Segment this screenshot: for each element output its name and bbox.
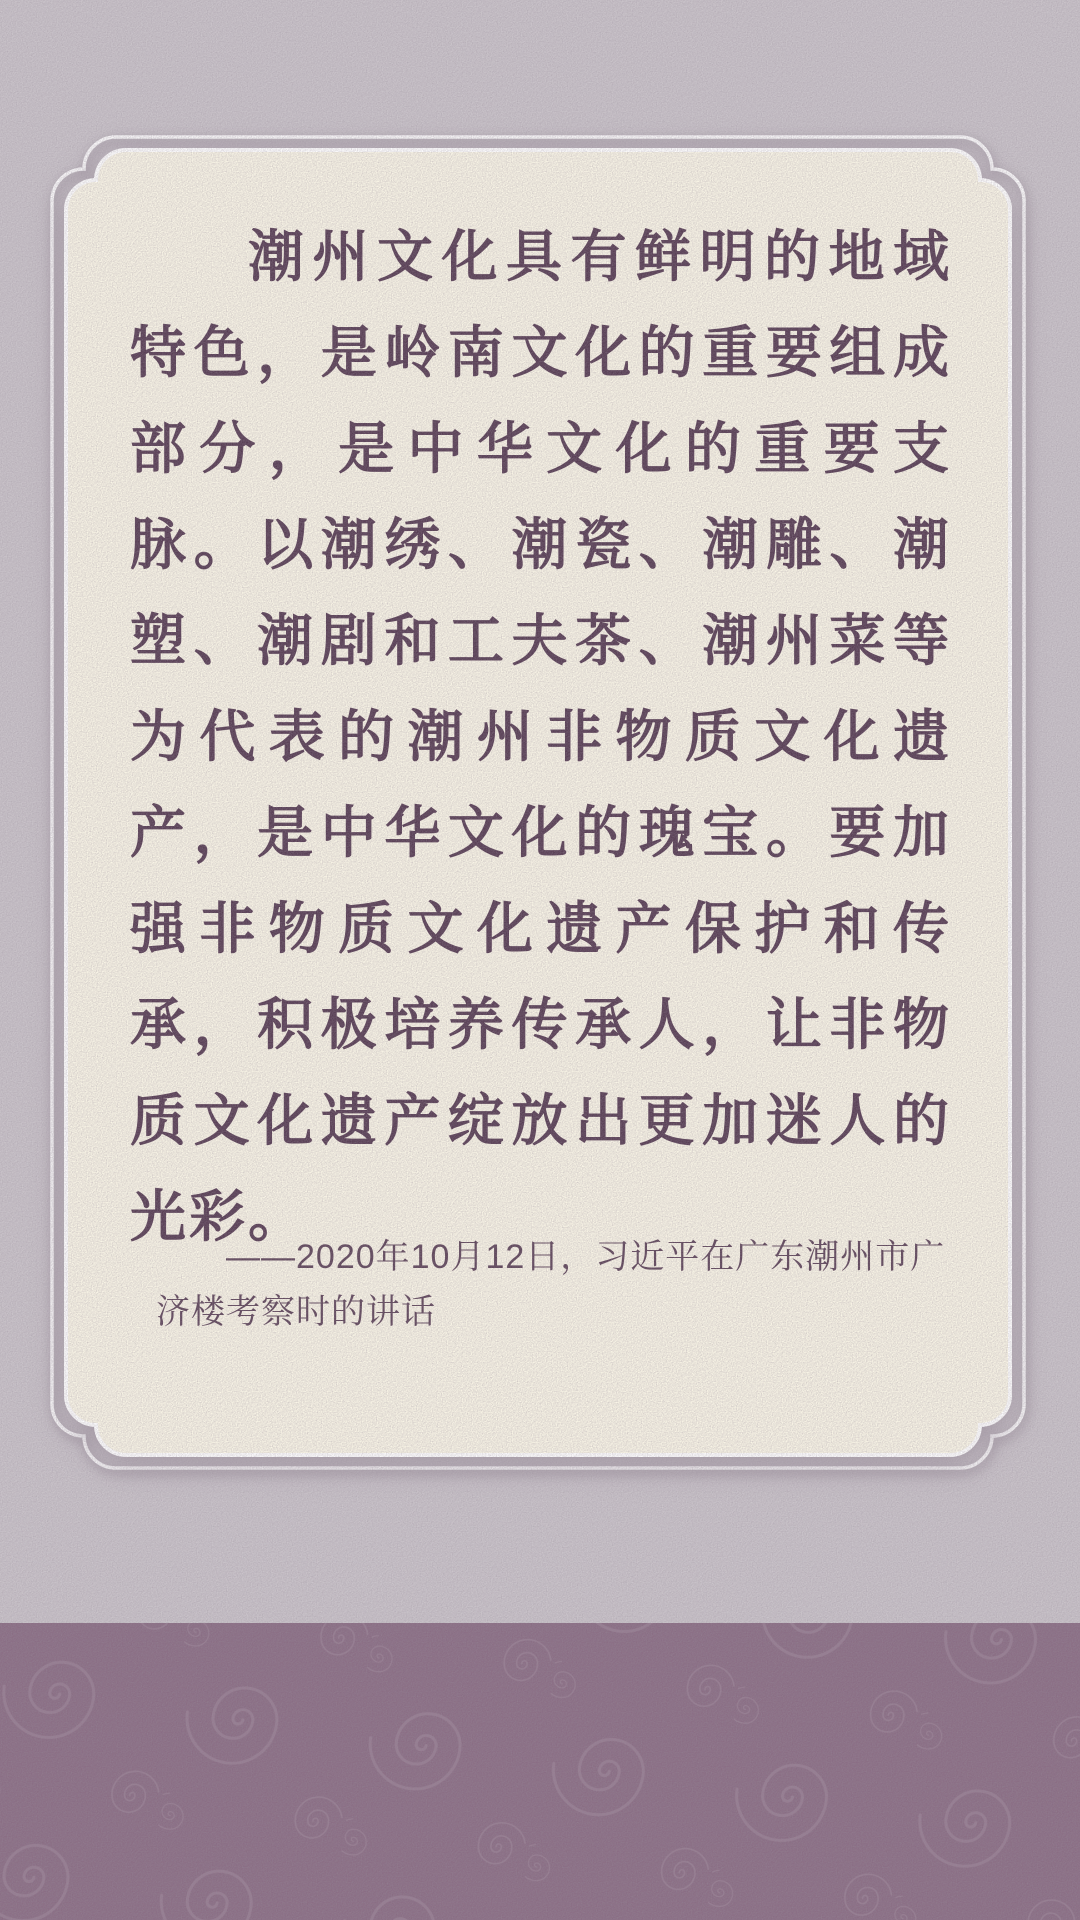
quote-attribution: ——2020年10月12日，习近平在广东潮州市广济楼考察时的讲话 [156, 1238, 946, 1331]
footer-banner [0, 1623, 1080, 1920]
cloud-swirl-pattern [0, 1623, 1080, 1920]
quote-text: 潮州文化具有鲜明的地域特色，是岭南文化的重要组成部分，是中华文化的重要支脉。以潮绣、潮瓷、潮雕、潮塑、潮剧和工夫茶、潮州菜等为代表的潮州非物质文化遗产，是中华文化的瑰宝。要加强非物质文化遗产保护和传承，积极培养传承人，让非物质文化遗产绽放出更加迷人的光彩。 [130, 227, 952, 1249]
